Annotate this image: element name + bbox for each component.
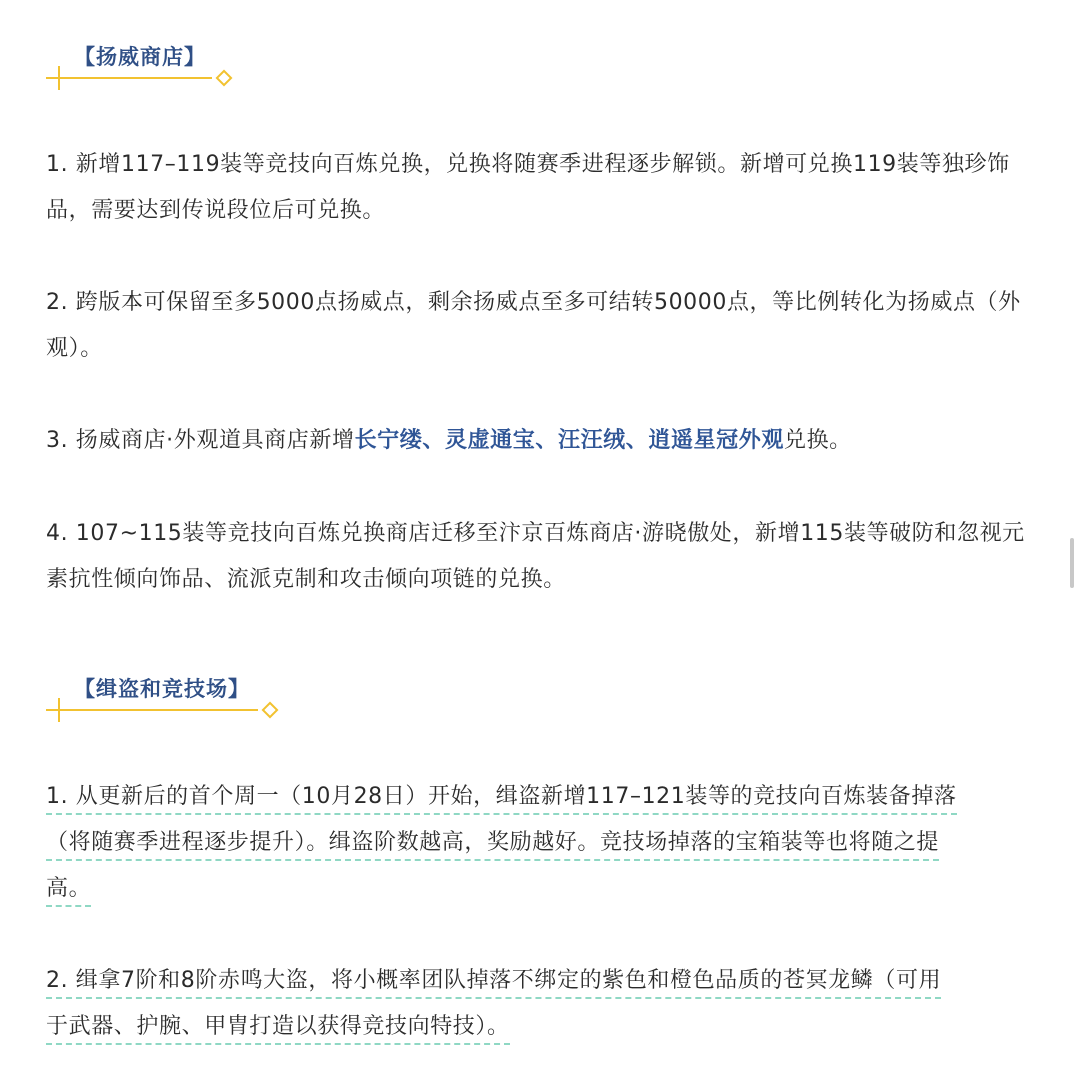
title-underline-decoration bbox=[46, 698, 236, 722]
paragraph-arena-2 bbox=[46, 958, 1036, 1050]
paragraph-arena-1-line-1: 1. 从更新后的首个周一（10月28日）开始，缉盗新增117–121装等的竞技向百炼装备掉落 bbox=[46, 784, 957, 815]
section-title-arena: 【缉盗和竞技场】 bbox=[74, 677, 250, 701]
paragraph-shop-3-suffix: 兑换。 bbox=[783, 428, 852, 453]
paragraph-shop-2: 2. 跨版本可保留至多5000点扬威点，剩余扬威点至多可结转50000点，等比例转化为扬威点（外观）。 bbox=[46, 290, 1021, 361]
paragraph-shop-1: 1. 新增117–119装等竞技向百炼兑换，兑换将随赛季进程逐步解锁。新增可兑换119装等独珍饰品，需要达到传说段位后可兑换。 bbox=[46, 152, 1010, 223]
paragraph-shop-3-prefix: 3. 扬威商店·外观道具商店新增 bbox=[46, 428, 355, 453]
paragraph-arena-1-line-3: 高。 bbox=[46, 876, 91, 907]
paragraph-arena-1-line-2: （将随赛季进程逐步提升）。缉盗阶数越高，奖励越好。竞技场掉落的宝箱装等也将随之提 bbox=[46, 830, 939, 861]
scrollbar-thumb[interactable] bbox=[1070, 538, 1074, 588]
diamond-icon bbox=[262, 702, 279, 719]
paragraph-shop-3 bbox=[46, 418, 1036, 464]
paragraph-arena-2-line-1: 2. 缉拿7阶和8阶赤鸣大盗，将小概率团队掉落不绑定的紫色和橙色品质的苍冥龙鳞（可用 bbox=[46, 968, 941, 999]
paragraph-arena-2-line-2: 于武器、护腕、甲胄打造以获得竞技向特技）。 bbox=[46, 1014, 510, 1045]
paragraph-shop-3-highlight: 长宁缕、灵虚通宝、汪汪绒、逍遥星冠外观 bbox=[354, 428, 784, 453]
title-underline-decoration bbox=[46, 66, 236, 90]
diamond-icon bbox=[216, 70, 233, 87]
section-title-shop: 【扬威商店】 bbox=[74, 45, 206, 69]
paragraph-shop-4: 4. 107~115装等竞技向百炼兑换商店迁移至汴京百炼商店·游晓傲处，新增115装等破防和忽视元素抗性倾向饰品、流派克制和攻击倾向项链的兑换。 bbox=[46, 521, 1025, 592]
paragraph-arena-1 bbox=[46, 774, 1036, 912]
